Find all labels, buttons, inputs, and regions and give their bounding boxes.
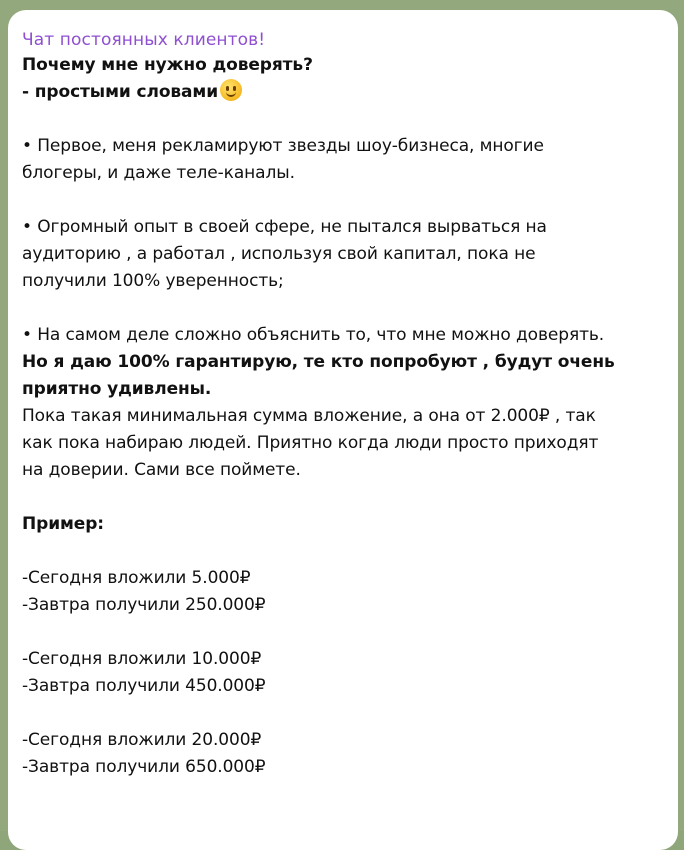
paragraph-line: • Огромный опыт в своей сфере, не пытался вырваться на <box>22 217 547 237</box>
paragraph-line: блогеры, и даже теле-каналы. <box>22 163 295 183</box>
sender-name[interactable]: Чат постоянных клиентов! <box>22 30 266 50</box>
subheading-text: - простыми словами <box>22 82 219 102</box>
example-line: -Сегодня вложили 10.000₽ <box>22 649 262 669</box>
example-line: -Сегодня вложили 20.000₽ <box>22 730 262 750</box>
example-title: Пример: <box>22 514 105 534</box>
message-subheading <box>22 79 678 106</box>
paragraph-line: как пока набираю людей. Приятно когда люди просто приходят <box>22 433 599 453</box>
paragraph-line: на доверии. Сами все поймете. <box>22 460 301 480</box>
paragraph-line: • Первое, меня рекламируют звезды шоу-бизнеса, многие <box>22 136 544 156</box>
example-line: -Завтра получили 450.000₽ <box>22 676 266 696</box>
paragraph-line: аудиторию , а работал , используя свой капитал, пока не <box>22 244 536 264</box>
message-bubble[interactable] <box>8 10 678 850</box>
message-heading: Почему мне нужно доверять? <box>22 55 313 75</box>
paragraph-line: • На самом деле сложно объяснить то, что мне можно доверять. <box>22 325 605 345</box>
example-line: -Сегодня вложили 5.000₽ <box>22 568 251 588</box>
guarantee-line: приятно удивлены. <box>22 379 212 399</box>
paragraph-line: получили 100% уверенность; <box>22 271 284 291</box>
guarantee-line: Но я даю 100% гарантирую, те кто попробуют , будут очень <box>22 352 615 372</box>
paragraph-line: Пока такая минимальная сумма вложение, а она от 2.000₽ , так <box>22 406 596 426</box>
slightly-smiling-face-icon <box>220 79 242 101</box>
example-line: -Завтра получили 650.000₽ <box>22 757 266 777</box>
example-line: -Завтра получили 250.000₽ <box>22 595 266 615</box>
